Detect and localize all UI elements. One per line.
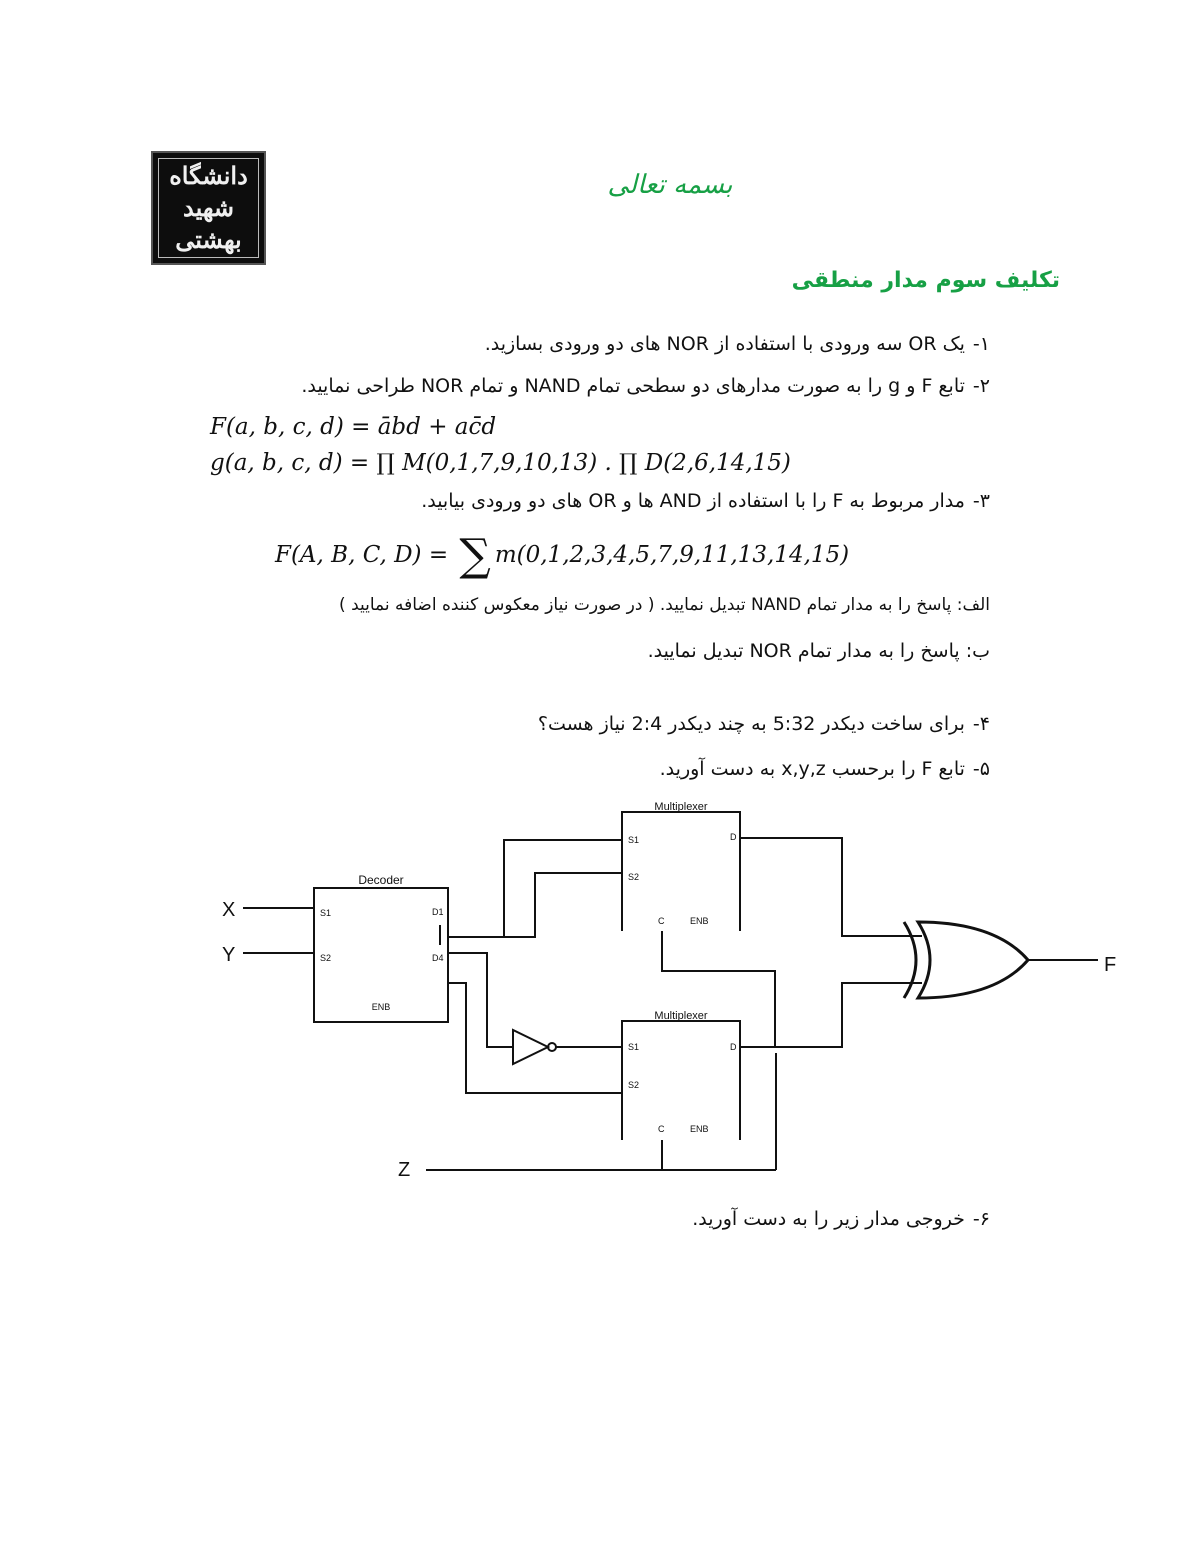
question-3b: ب: پاسخ را به مدار تمام NOR تبدیل نمایید.: [647, 640, 990, 662]
equation-g-rhs: ∏ M(0,1,7,9,10,13) . ∏ D(2,6,14,15): [376, 450, 791, 476]
question-4-number: ۴-: [972, 713, 990, 735]
mux1-s2: S2: [628, 872, 640, 882]
label-z: Z: [398, 1159, 411, 1181]
mux2-enb: ENB: [690, 1124, 709, 1134]
question-6-text: خروجی مدار زیر را به دست آورید.: [692, 1208, 965, 1230]
question-5-text: تابع F را برحسب x,y,z به دست آورید.: [659, 758, 965, 780]
decoder-d4: D4: [432, 953, 444, 963]
bismillah-heading: بسمه تعالی: [607, 170, 733, 200]
wire-d1-mux1-s2: [448, 873, 622, 937]
mux2-s2: S2: [628, 1080, 640, 1090]
equation-f-lhs: F(a, b, c, d) =: [210, 414, 378, 440]
question-5-number: ۵-: [972, 758, 990, 780]
decoder-d1: D1: [432, 907, 444, 917]
decoder-s1: S1: [320, 908, 332, 918]
question-6-number: ۶-: [972, 1208, 990, 1230]
equation-f-upper-lhs: F(A, B, C, D) =: [275, 542, 456, 568]
mux1-s1: S1: [628, 835, 640, 845]
mux1-box: [622, 812, 740, 931]
mux1-enb: ENB: [690, 916, 709, 926]
mux2-s1: S1: [628, 1042, 640, 1052]
question-3-number: ۳-: [972, 490, 990, 512]
wire-mux2-d-xor: [776, 983, 922, 1047]
assignment-title: تکلیف سوم مدار منطقی: [791, 268, 1060, 293]
logo-line-1: دانشگاه: [169, 161, 248, 190]
wire-d4-mux2-s2: [448, 983, 622, 1093]
mux1-c: C: [658, 916, 665, 926]
question-2-text: تابع F و g را به صورت مدارهای دو سطحی تمام NAND و تمام NOR طراحی نمایید.: [301, 375, 965, 397]
xor-back-curve: [904, 922, 916, 998]
decoder-s2: S2: [320, 953, 332, 963]
xor-gate: [918, 922, 1028, 998]
question-3-text: مدار مربوط به F را با استفاده از AND ها و OR های دو ورودی بیابید.: [421, 490, 965, 512]
label-x: X: [222, 899, 236, 921]
question-1-number: ۱-: [972, 333, 990, 355]
decoder-title: Decoder: [358, 873, 404, 887]
label-f: F: [1104, 954, 1117, 976]
logo-line-3: بهشتی: [175, 225, 242, 254]
question-3a: الف: پاسخ را به مدار تمام NAND تبدیل نمایید. ( در صورت نیاز معکوس کننده اضافه نمایید ): [339, 595, 990, 615]
wire-mux1-c: [662, 931, 775, 1047]
mux1-title: Multiplexer: [654, 801, 708, 813]
equation-f-rhs: ābd + ac̄d: [377, 414, 497, 440]
decoder-enb: ENB: [371, 1002, 391, 1012]
mux1-d: D: [730, 832, 737, 842]
sigma-symbol: ∑: [459, 530, 491, 581]
wire-d4-inverter: [448, 953, 513, 1047]
mux2-d: D: [730, 1042, 737, 1052]
equation-f-upper-rhs: m(0,1,2,3,4,5,7,9,11,13,14,15): [494, 542, 850, 568]
mux2-title: Multiplexer: [654, 1010, 708, 1022]
wire-mux1-d-xor: [740, 838, 922, 936]
question-6: [692, 1208, 990, 1230]
equation-g-lhs: g(a, b, c, d) =: [210, 450, 377, 476]
question-4-text: برای ساخت دیکدر 5:32 به چند دیکدر 2:4 نیاز هست؟: [537, 713, 965, 735]
mux2-box: [622, 1021, 740, 1140]
mux2-c: C: [658, 1124, 665, 1134]
question-2-number: ۲-: [972, 375, 990, 397]
question-1-text: یک OR سه ورودی با استفاده از NOR های دو ورودی بسازید.: [484, 333, 965, 355]
label-y: Y: [222, 944, 236, 966]
logo-line-2: شهید: [183, 193, 235, 222]
inverter-gate: [513, 1030, 548, 1064]
